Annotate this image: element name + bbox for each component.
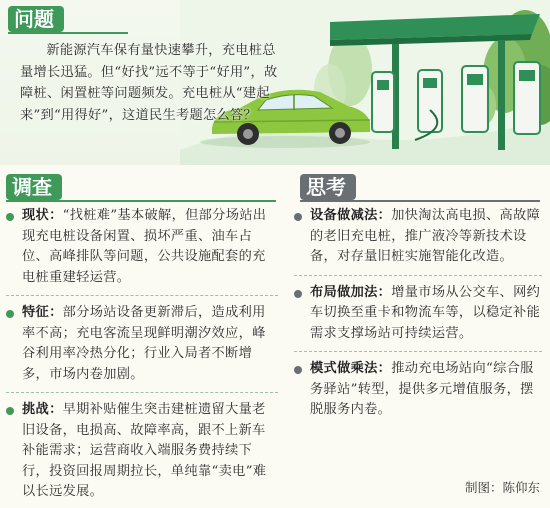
item-keyword: 设备做减法： [310, 208, 392, 223]
item-keyword: 现状： [22, 208, 63, 223]
investigation-item-status [6, 206, 278, 288]
investigation-item-features [6, 303, 278, 385]
item-text: “找桩难”基本破解，但部分场站出现充电桩设备闲置、损坏严重、油车占位、高峰排队等问题，公共设施配套的充电桩重建轻运营。 [22, 208, 267, 285]
item-text: 早期补贴催生突击建桩遗留大量老旧设备，电损高、故障率高，跟不上新车补能需求；运营商收入端服务费持续下行，投资回报周期拉长，单纯靠“卖电”难以长远发展。 [22, 402, 267, 499]
divider [294, 275, 542, 276]
bullet-icon [6, 213, 14, 221]
thinking-item-model [294, 359, 542, 421]
question-tag-underline [8, 32, 128, 34]
item-text: 增量市场从公交车、网约车切换至重卡和物流车等，以稳定补能需求支撑场站可持续运营。 [310, 284, 541, 341]
investigation-item-challenges [6, 400, 278, 503]
item-text: 推动充电场站向“综合服务驿站”转型，提供多元增值服务，摆脱服务内卷。 [310, 361, 534, 417]
item-keyword: 布局做加法： [310, 284, 392, 300]
question-banner [0, 0, 550, 165]
item-keyword: 模式做乘法： [310, 361, 392, 376]
investigation-section [6, 174, 278, 503]
bullet-icon [294, 366, 302, 374]
thinking-item-layout [294, 283, 542, 345]
investigation-tag: 调查 [6, 174, 62, 200]
thinking-item-equipment [294, 206, 542, 268]
question-tag: 问题 [8, 6, 64, 32]
divider [6, 392, 278, 393]
item-text: 部分场站设备更新滞后，造成利用率不高；充电客流呈现鲜明潮汐效应，峰谷利用率冷热分化；行业入局者不断增多，市场内卷加剧。 [22, 305, 266, 382]
bullet-icon [6, 407, 14, 415]
thinking-tag: 思考 [300, 174, 356, 200]
bullet-icon [6, 310, 14, 318]
item-text: 加快淘汰高电损、高故障的老旧充电桩，推广液冷等新技术设备，对存量旧桩实施智能化改造。 [310, 208, 541, 264]
divider [6, 295, 278, 296]
item-keyword: 挑战： [22, 402, 63, 417]
item-keyword: 特征： [22, 305, 63, 320]
bullet-icon [294, 213, 302, 221]
intro-paragraph: 新能源汽车保有量快速攀升，充电桩总量增长迅猛。但“好找”远不等于“好用”，故障桩、闲置桩等问题频发。充电桩从“建起来”到“用得好”，这道民生考题怎么答？ [20, 43, 278, 123]
divider [294, 351, 542, 352]
credit-line: 制图：陈仰东 [464, 480, 540, 495]
thinking-section [294, 174, 542, 421]
investigation-tag-underline [6, 200, 276, 202]
thinking-tag-underline [300, 200, 540, 202]
bullet-icon [294, 290, 302, 298]
